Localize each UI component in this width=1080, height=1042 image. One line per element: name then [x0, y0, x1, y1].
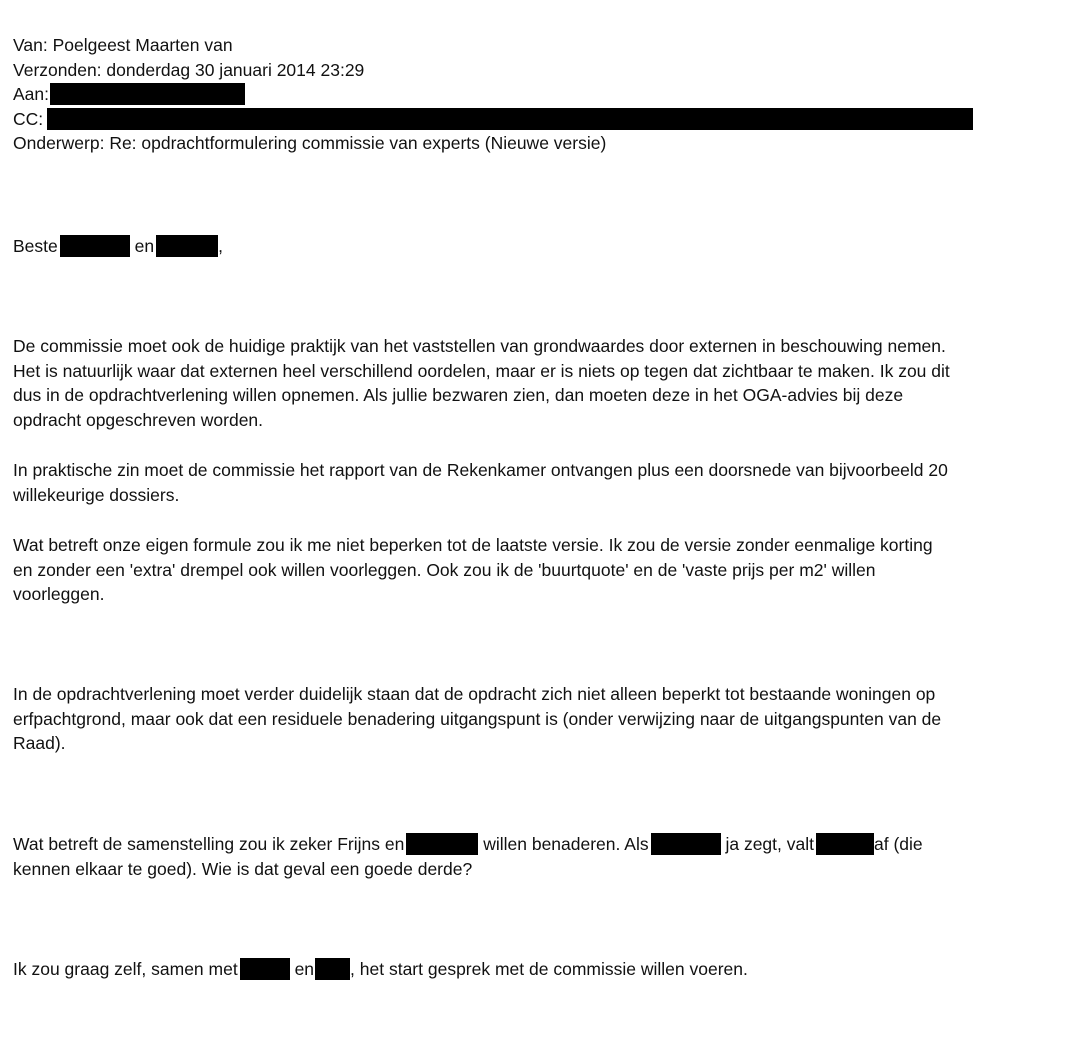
- text-segment: en: [294, 959, 315, 979]
- greeting-and: en: [134, 236, 155, 256]
- text-line: dus in de opdrachtverlening willen opnemen. Als jullie bezwaren zien, dan moeten deze in het OGA-advies bij deze: [13, 385, 904, 405]
- text-line: Het is natuurlijk waar dat externen heel verschillend oordelen, maar er is niets op tegen dat zichtbaar te maken. Ik zou dit: [13, 360, 950, 381]
- redaction-bar: [651, 833, 721, 855]
- text-segment: Wat betreft de samenstelling zou ik zeker Frijns en: [13, 834, 405, 854]
- paragraph-kickoff: [13, 957, 1043, 982]
- to-label: Aan:: [13, 84, 49, 104]
- redaction-bar: [816, 833, 874, 855]
- to-row: [13, 82, 973, 107]
- text-line: willekeurige dossiers.: [13, 484, 180, 505]
- sent-value: donderdag 30 januari 2014 23:29: [106, 59, 365, 80]
- text-segment: ja zegt, valt: [725, 834, 814, 854]
- paragraph-formula: [13, 533, 1043, 607]
- text-segment: af (die: [874, 834, 923, 854]
- from-label: Van:: [13, 35, 48, 55]
- paragraph-practical: [13, 458, 1043, 507]
- text-line: kennen elkaar te goed). Wie is dat geval een goede derde?: [13, 858, 473, 879]
- text-line: en zonder een 'extra' drempel ook willen voorleggen. Ook zou ik de 'buurtquote' en de 'vaste prijs per m2' willen: [13, 559, 876, 580]
- from-value: Poelgeest Maarten van: [52, 35, 233, 55]
- redaction-bar: [156, 235, 218, 257]
- paragraph-external-valuers: [13, 334, 1043, 432]
- sent-row: [13, 58, 973, 83]
- subject-value: Re: opdrachtformulering commissie van experts (Nieuwe versie): [109, 133, 607, 153]
- text-line: Wat betreft onze eigen formule zou ik me niet beperken tot de laatste versie. Ik zou de versie zonder eenmalige korting: [13, 535, 933, 555]
- greeting: [13, 234, 1043, 259]
- subject-row: [13, 131, 973, 156]
- greeting-word: Beste: [13, 236, 58, 256]
- from-row: [13, 33, 973, 58]
- text-line: In praktische zin moet de commissie het rapport van de Rekenkamer ontvangen plus een doorsnede van bijvoorbeeld 20: [13, 460, 948, 480]
- paragraph-composition: [13, 832, 1043, 881]
- text-line: opdracht opgeschreven worden.: [13, 409, 264, 430]
- text-segment: Ik zou graag zelf, samen met: [13, 959, 238, 979]
- redaction-bar: [47, 108, 973, 130]
- text-line: De commissie moet ook de huidige praktijk van het vaststellen van grondwaardes door externen in beschouwing nemen.: [13, 336, 946, 356]
- redaction-bar: [315, 958, 350, 980]
- redaction-bar: [240, 958, 290, 980]
- redaction-bar: [60, 235, 130, 257]
- greeting-comma: ,: [218, 236, 223, 256]
- paragraph-assignment: [13, 682, 1043, 756]
- subject-label: Onderwerp:: [13, 133, 105, 153]
- text-segment: willen benaderen. Als: [483, 834, 649, 854]
- cc-label: CC:: [13, 108, 44, 129]
- redaction-bar: [406, 833, 478, 855]
- text-line: [13, 832, 1043, 857]
- sent-label: Verzonden:: [13, 59, 102, 80]
- text-line: Raad).: [13, 733, 66, 753]
- text-line: In de opdrachtverlening moet verder duidelijk staan dat de opdracht zich niet alleen beperkt tot bestaande woningen op: [13, 684, 936, 704]
- redaction-bar: [50, 83, 245, 105]
- text-line: voorleggen.: [13, 584, 105, 604]
- text-line: erfpachtgrond, maar ook dat een residuele benadering uitgangspunt is (onder verwijzing naar de uitgangspunten van de: [13, 708, 942, 729]
- text-segment: , het start gesprek met de commissie willen voeren.: [350, 959, 748, 979]
- cc-row: [13, 107, 973, 132]
- email-header: [13, 33, 973, 156]
